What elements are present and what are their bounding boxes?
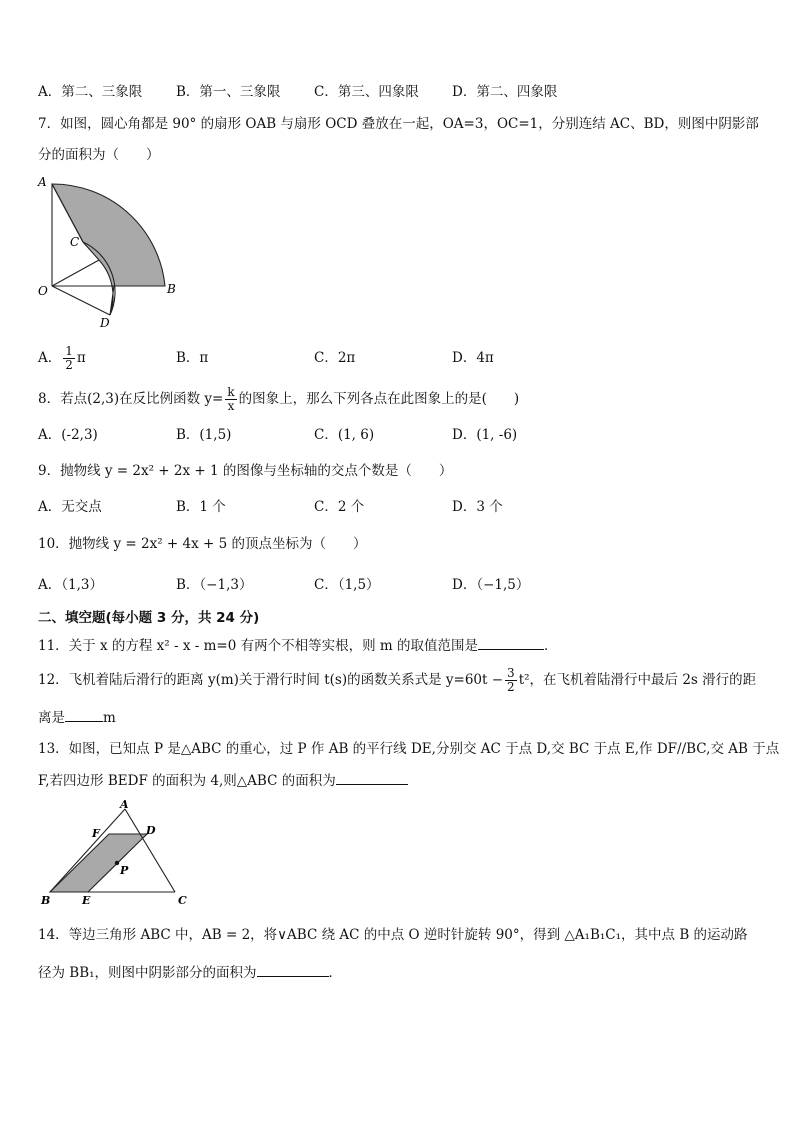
q6-option-d: D．第二、四象限: [452, 84, 558, 100]
q11-text: 11．关于 x 的方程 x² - x - m=0 有两个不相等实根，则 m 的取值范围是: [38, 638, 478, 654]
q12-fraction: [505, 667, 517, 694]
q13-stem-line2: [38, 770, 408, 790]
q6-option-c: C．第三、四象限: [314, 84, 419, 100]
q13-label-d: D: [146, 824, 156, 837]
q7-option-d: D．4π: [452, 350, 494, 366]
q8-fraction: [225, 386, 236, 413]
q13-text2: F,若四边形 BEDF 的面积为 4,则△ABC 的面积为: [38, 773, 336, 789]
q13-stem-line1: 13．如图，已知点 P 是△ABC 的重心，过 P 作 AB 的平行线 DE,分别交 AC 于点 D,交 BC 于点 E,作 DF//BC,交 AB 于点: [38, 741, 780, 757]
q13-label-e: E: [82, 894, 91, 907]
q12-fraction-den: 2: [507, 680, 515, 694]
q6-option-a: A．第二、三象限: [38, 84, 143, 100]
q12-post: t²，在飞机着陆滑行中最后 2s 滑行的距: [518, 672, 757, 688]
q7-label-b: B: [167, 282, 176, 296]
q12-answer-blank[interactable]: [65, 707, 103, 722]
q14-text2-pre: 径为 BB₁，则图中阴影部分的面积为: [38, 965, 257, 981]
q7-shaded-region: [52, 184, 165, 315]
q7-option-a: [38, 343, 86, 373]
q9-option-a: A．无交点: [38, 499, 102, 515]
q12-line2: [38, 707, 116, 727]
section-2-heading: 二、填空题(每小题 3 分，共 24 分): [38, 610, 260, 626]
q13-triangle-figure: [36, 800, 196, 910]
q14-answer-blank[interactable]: [257, 962, 329, 977]
q7-sector-figure: [34, 172, 184, 332]
q13-label-c: C: [178, 894, 187, 907]
q8-option-d: D．(1, -6): [452, 427, 518, 443]
q7-option-a-num: 1: [65, 344, 73, 358]
q6-option-b: B．第一、三象限: [176, 84, 281, 100]
q13-label-p: P: [120, 864, 129, 877]
q8-stem-pre: 8．若点(2,3)在反比例函数 y=: [38, 391, 224, 407]
q12-pre: 12．飞机着陆后滑行的距离 y(m)关于滑行时间 t(s)的函数关系式是 y=60t −: [38, 672, 504, 688]
q7-stem-line1: 7．如图，圆心角都是 90° 的扇形 OAB 与扇形 OCD 叠放在一起，OA=3，OC=1，分别连结 AC、BD，则图中阴影部: [38, 116, 759, 132]
q13-label-f: F: [92, 827, 100, 840]
q7-option-c: C．2π: [314, 350, 356, 366]
q7-label-c: C: [70, 235, 80, 249]
q10-option-a: A．（1,3）: [38, 577, 103, 593]
q7-option-a-fraction: [63, 345, 75, 372]
q7-option-a-prefix: A．: [38, 350, 62, 366]
q13-label-a: A: [120, 800, 129, 811]
q11-answer-blank[interactable]: [478, 635, 544, 650]
q7-label-d: D: [100, 316, 110, 330]
q7-label-o: O: [38, 284, 48, 298]
q12-line2-pre: 离是: [38, 710, 65, 726]
q10-stem: 10．抛物线 y = 2x² + 4x + 5 的顶点坐标为（ ）: [38, 536, 367, 552]
q9-stem: 9．抛物线 y = 2x² + 2x + 1 的图像与坐标轴的交点个数是（ ）: [38, 463, 453, 479]
q7-option-a-suffix: π: [76, 350, 86, 366]
q9-option-c: C．2 个: [314, 499, 365, 515]
q10-option-b: B．（−1,3）: [176, 577, 253, 593]
q10-option-c: C．（1,5）: [314, 577, 380, 593]
q8-option-c: C．(1, 6): [314, 427, 375, 443]
q12-stem: [38, 665, 756, 695]
q7-stem-line2: 分的面积为（ ）: [38, 147, 160, 163]
q9-option-d: D．3 个: [452, 499, 503, 515]
q13-answer-blank[interactable]: [336, 770, 408, 785]
q7-od: [52, 286, 110, 315]
q12-fraction-num: 3: [507, 666, 515, 680]
q13-point-p: [115, 861, 119, 865]
q10-option-d: D．（−1,5）: [452, 577, 530, 593]
q13-shaded-parallelogram: [50, 834, 147, 892]
q8-stem: [38, 384, 519, 414]
q7-option-b: B．π: [176, 350, 209, 366]
q12-line2-post: m: [103, 710, 116, 726]
q7-oc: [52, 260, 99, 286]
q7-label-a: A: [38, 175, 47, 189]
q7-option-a-den: 2: [65, 358, 73, 372]
q14-stem-line1: 14．等边三角形 ABC 中，AB = 2，将∨ABC 绕 AC 的中点 O 逆时针旋转 90°，得到 △A₁B₁C₁，其中点 B 的运动路: [38, 927, 748, 943]
q8-option-b: B．(1,5): [176, 427, 232, 443]
q11-stem: [38, 635, 557, 655]
q14-text2-end: ．: [328, 965, 343, 981]
q8-stem-post: 的图象上，那么下列各点在此图象上的是( ): [238, 391, 520, 407]
q11-end: ．: [543, 638, 558, 654]
q14-stem-line2: [38, 962, 342, 982]
q13-label-b: B: [41, 894, 51, 907]
q13-side-ac: [125, 809, 175, 892]
q8-option-a: A．(-2,3): [38, 427, 98, 443]
q8-fraction-den: x: [227, 399, 235, 413]
q9-option-b: B．1 个: [176, 499, 226, 515]
q8-fraction-num: k: [227, 385, 235, 399]
